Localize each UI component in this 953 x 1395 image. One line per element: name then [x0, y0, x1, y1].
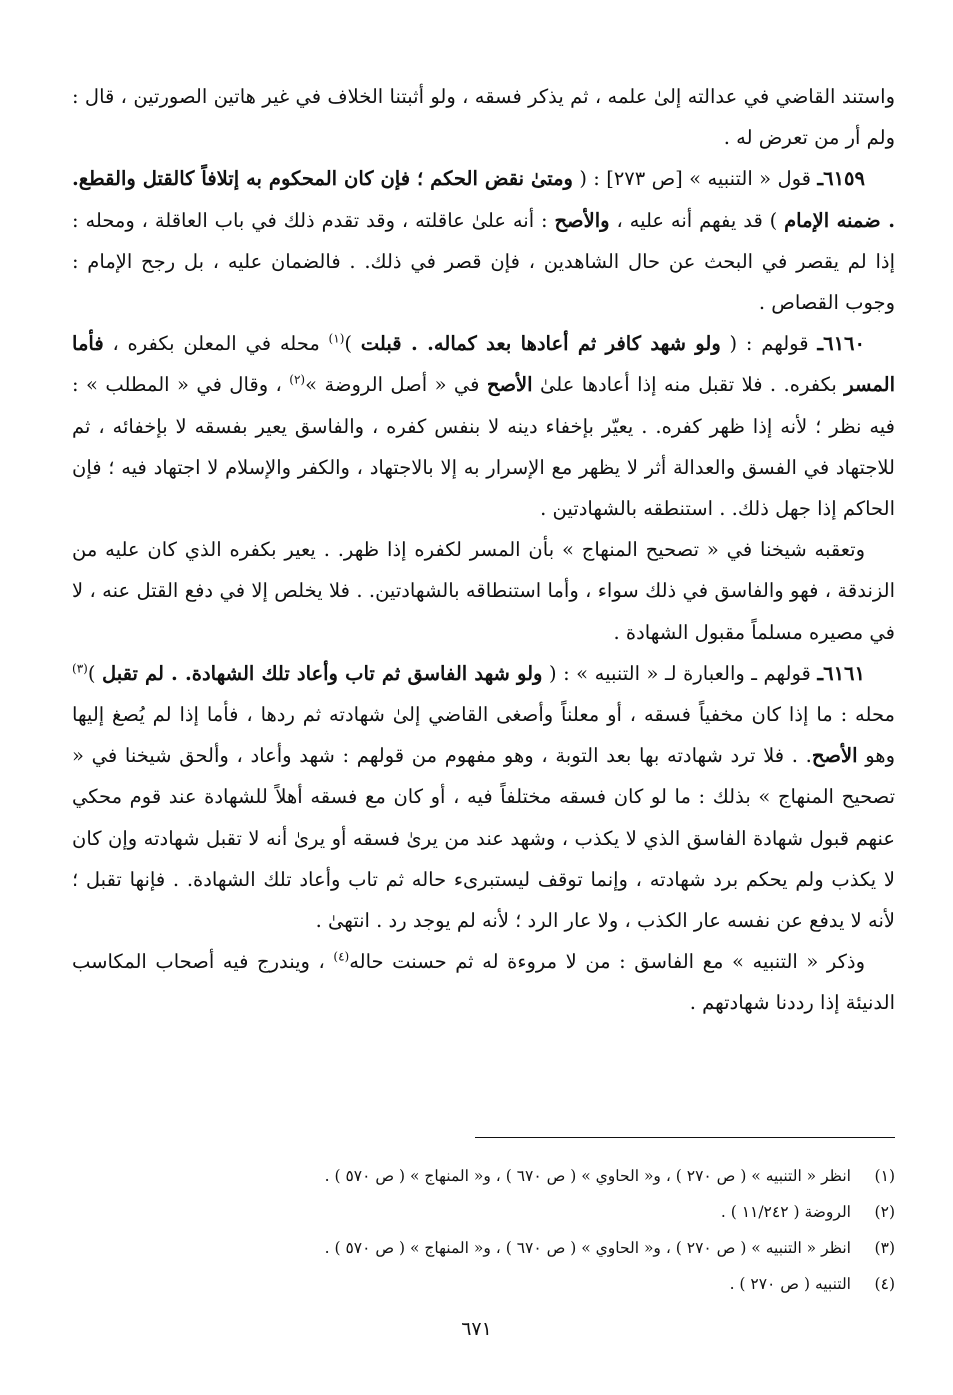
paragraph-text: ) قد يفهم أنه عليه ، [609, 208, 785, 232]
footnote [72, 1158, 895, 1194]
paragraph-text: . . فلا ترد شهادته بها بعد التوبة ، وهو مفهوم من قولهم : شهد وأعاد ، وألحق شيخنا في « تصحيح المنهاج » بذلك : ما لو كان فسقه مختلفاً فيه ، أو كان مع فسقه أهلاً للشهادة عند قوم محكي عنهم قبول شهادة الفاسق الذي لا يكذب ، وشهد عند من يرىٰ فسقه أو يرىٰ أنه لا تقبل شهادته وإن كان لا يكذب ولم يحكم برد شهادته ، وإنما توقف ليستبرىء حاله ثم تاب وأعاد تلك الشهادة. . فإنها تقبل ؛ لأنه لا يدفع عن نفسه عار الكذب ، ولا عار الرد ؛ لأنه لم يوجد رد . انتهىٰ . [72, 744, 895, 933]
paragraph-text: قولهم : ( [720, 332, 818, 356]
footnote [72, 1194, 895, 1230]
footnote-number: (٤) [874, 1275, 895, 1293]
footnote-number: (٣) [874, 1239, 895, 1257]
paragraph-text: واستند القاضي في عدالته إلىٰ علمه ، ثم يذكر فسقه ، ولو أثبتنا الخلاف في غير هاتين الصورتين ، قال : ولم أر من تعرض له . [72, 85, 895, 150]
bold-term: الأصح [811, 744, 858, 768]
paragraph-text: قولهم ـ والعبارة لـ « التنبيه » : ( [542, 661, 818, 685]
paragraph-text: وتعقبه شيخنا في « تصحيح المنهاج » بأن المسر لكفره إذا ظهر. . يعير بكفره الذي كان عليه من الزندقة ، فهو والفاسق في ذلك سواء ، وأما استنطاقه بالشهادتين. . فلا يخلص إلا في دفع القتل عنه ، لا في مصيره مسلماً مقبول الشهادة . [72, 538, 895, 644]
entry-number: ٦١٦٠ـ [817, 332, 865, 356]
footnote [72, 1266, 895, 1302]
footnotes [72, 1158, 895, 1302]
footnote-text: انظر « التنبيه » ( ص ٢٧٠ ) ، و« الحاوي » ( ص ٦٧٠ ) ، و« المنهاج » ( ص ٥٧٠ ) . [324, 1239, 851, 1257]
paragraph-text: في « أصل الروضة » [305, 373, 487, 397]
entry-number: ٦١٦١ـ [817, 661, 865, 685]
paragraph-continuation [72, 76, 895, 158]
quoted-text: ولو شهد الفاسق ثم تاب وأعاد تلك الشهادة. . لم تقبل [101, 661, 543, 685]
paragraph-text: قول « التنبيه » [ص ٢٧٣] : ( [572, 167, 818, 191]
footnote [72, 1230, 895, 1266]
paragraph-6161 [72, 653, 895, 941]
footnote-marker: (١) [328, 331, 345, 346]
main-text [72, 76, 895, 1024]
bold-term: والأصح [554, 208, 610, 232]
footnote-divider [475, 1137, 895, 1138]
paragraph-6160 [72, 323, 895, 529]
paragraph-text: : أنه علىٰ عاقلته ، وقد تقدم ذلك في باب العاقلة ، ومحله : إذا لم يقصر في البحث عن حال الشاهدين ، فإن قصر في ذلك. . فالضمان عليه ، بل رجح الإمام : وجوب القصاص . [72, 208, 895, 315]
paragraph-text: ) [344, 332, 361, 356]
paragraph-text: ، وقال في « المطلب » : فيه نظر ؛ لأنه إذا ظهر كفره. . يعيّر بإخفاء دينه لا بنفس كفره ، والفاسق يعير بفسقه لا بإخفائه ، ثم للاجتهاد في الفسق والعدالة أثر لا يظهر مع الإسرار به إلا بالاجتهاد ، والكفر والإسلام لا اجتهاد فيه ؛ فإن الحاكم إذا جهل ذلك. . استنطقه بالشهادتين . [72, 373, 895, 521]
bold-term: الأصح [486, 373, 533, 397]
paragraph-text: محله : ما إذا كان مخفياً فسقه ، أو معلناً وأصغى القاضي إلىٰ شهادته ثم ردها ، فأما إذا لم يُصغ إليها وهو [72, 703, 895, 768]
quoted-text: ولو شهد كافر ثم أعادها بعد كماله. . قبلت [360, 332, 721, 356]
page-number: ٦٧١ [461, 1318, 492, 1340]
paragraph-commentary [72, 529, 895, 653]
entry-number: ٦١٥٩ـ [817, 167, 865, 191]
footnote-text: انظر « التنبيه » ( ص ٢٧٠ ) ، و« الحاوي » ( ص ٦٧٠ ) ، و« المنهاج » ( ص ٥٧٠ ) . [324, 1167, 851, 1185]
paragraph-text: محله في المعلن بكفره ، [103, 332, 329, 356]
footnote-marker: (٤) [333, 949, 350, 964]
footnote-marker: (٢) [289, 372, 306, 387]
footnote-text: الروضة ( ١١/٢٤٢ ) . [720, 1203, 851, 1221]
footnote-number: (١) [874, 1167, 895, 1185]
paragraph-text: بكفره. . فلا تقبل منه إذا أعادها علىٰ [532, 373, 845, 397]
paragraph-6159 [72, 158, 895, 323]
footnote-marker: (٣) [72, 661, 88, 676]
footnote-text: التنبيه ( ص ٢٧٠ ) . [729, 1275, 851, 1293]
bold-term: فأما المسر [72, 332, 895, 397]
quoted-text: ومتىٰ نقض الحكم ؛ فإن كان المحكوم به إتلافاً كالقتل والقطع. . ضمنه الإمام [72, 167, 895, 232]
paragraph-closing [72, 941, 895, 1023]
paragraph-text: ) [87, 661, 102, 685]
paragraph-text: ، ويندرج فيه أصحاب المكاسب الدنيئة إذا رددنا شهادتهم . [72, 950, 895, 1015]
footnote-number: (٢) [874, 1203, 895, 1221]
paragraph-text: وذكر « التنبيه » مع الفاسق : من لا مروءة له ثم حسنت حاله [349, 950, 866, 974]
